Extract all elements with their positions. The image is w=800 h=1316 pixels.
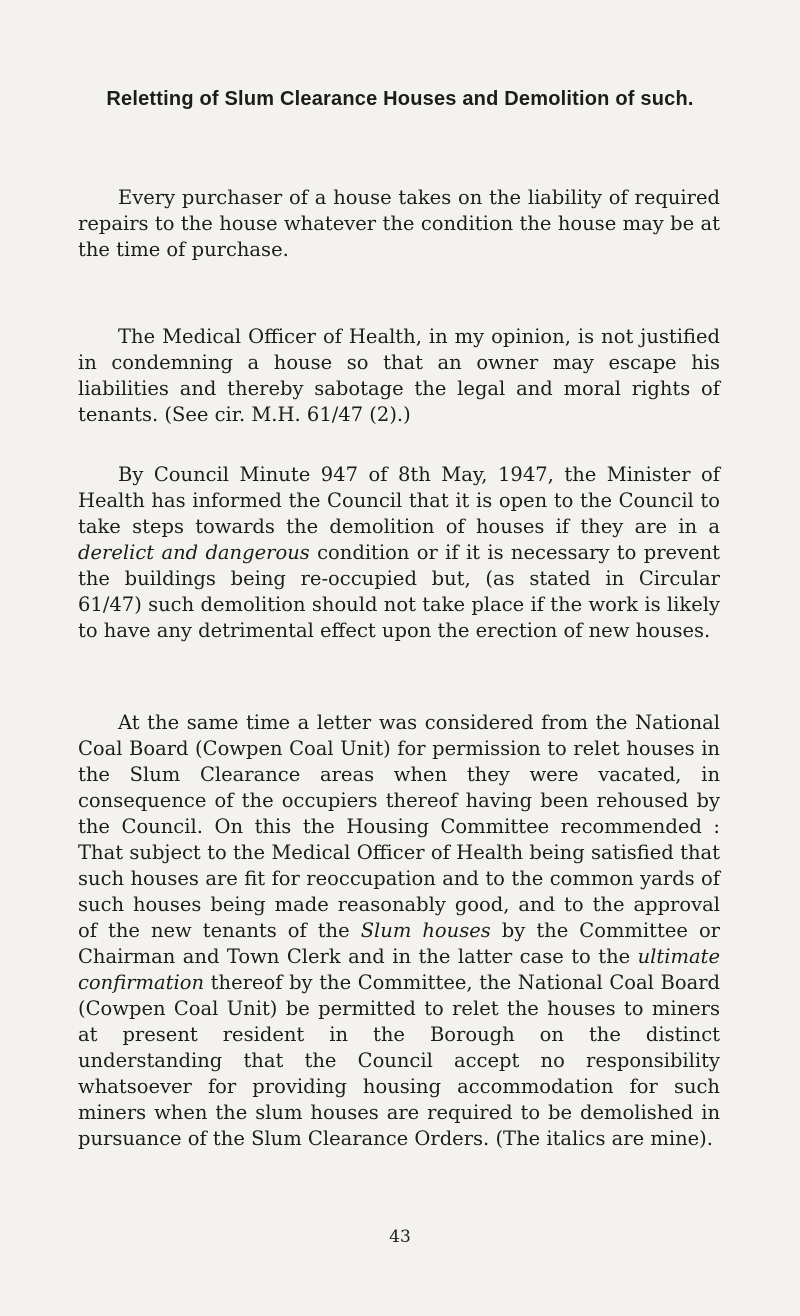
paragraph-text: condition or if it is necessary to prevent the buildings being re-occupied but, (as stated in Circular 61/47) such demolition should not take place if the work is likely to have any detrimental effect upon the erection of new houses. — [78, 541, 721, 642]
paragraph-council-minute — [78, 462, 720, 644]
page-number: 43 — [389, 1227, 411, 1247]
paragraph-text: At the same time a letter was considered from the National Coal Board (Cowpen Coal Unit) for permission to relet houses in the Slum Clearance areas when they were vacated, in consequence of the occupiers thereof having been rehoused by the Council. On this the Housing Committee recommended : That subject to the Medical Officer of Health being satisfied that such houses are fit for reoccupation and to the common yards of such houses being made reasonably good, and to the approval of the new tenants of the — [78, 711, 720, 942]
paragraph-coal-board-letter — [78, 710, 720, 1152]
paragraph-text: By Council Minute 947 of 8th May, 1947, the Minister of Health has informed the Council that it is open to the Council to take steps towards the demolition of houses if they are in a — [78, 463, 720, 538]
italic-text: ultimate confirmation — [78, 945, 720, 994]
paragraph-medical-officer: The Medical Officer of Health, in my opinion, is not justified in condemning a house so that an owner may escape his liabilities and thereby sabotage the legal and moral rights of tenants. (See cir. M.H. 61/47 (2).) — [78, 325, 720, 426]
paragraph-text: by the Committee or Chairman and Town Clerk and in the latter case to the — [78, 919, 721, 968]
section-heading: Reletting of Slum Clearance Houses and Demolition of such. — [106, 88, 694, 110]
paragraph-text: thereof by the Committee, the National Coal Board (Cowpen Coal Unit) be permitted to relet the houses to miners at present resident in the Borough on the distinct understanding that the Council accept no responsibility whatsoever for providing housing accommodation for such miners when the slum houses are required to be demolished in pursuance of the Slum Clearance Orders. (The italics are mine). — [78, 971, 720, 1150]
italic-text: derelict and dangerous — [78, 541, 310, 564]
paragraph-purchaser-liability: Every purchaser of a house takes on the liability of required repairs to the house whatever the condition the house may be at the time of purchase. — [78, 186, 720, 261]
italic-text: Slum houses — [360, 919, 491, 942]
